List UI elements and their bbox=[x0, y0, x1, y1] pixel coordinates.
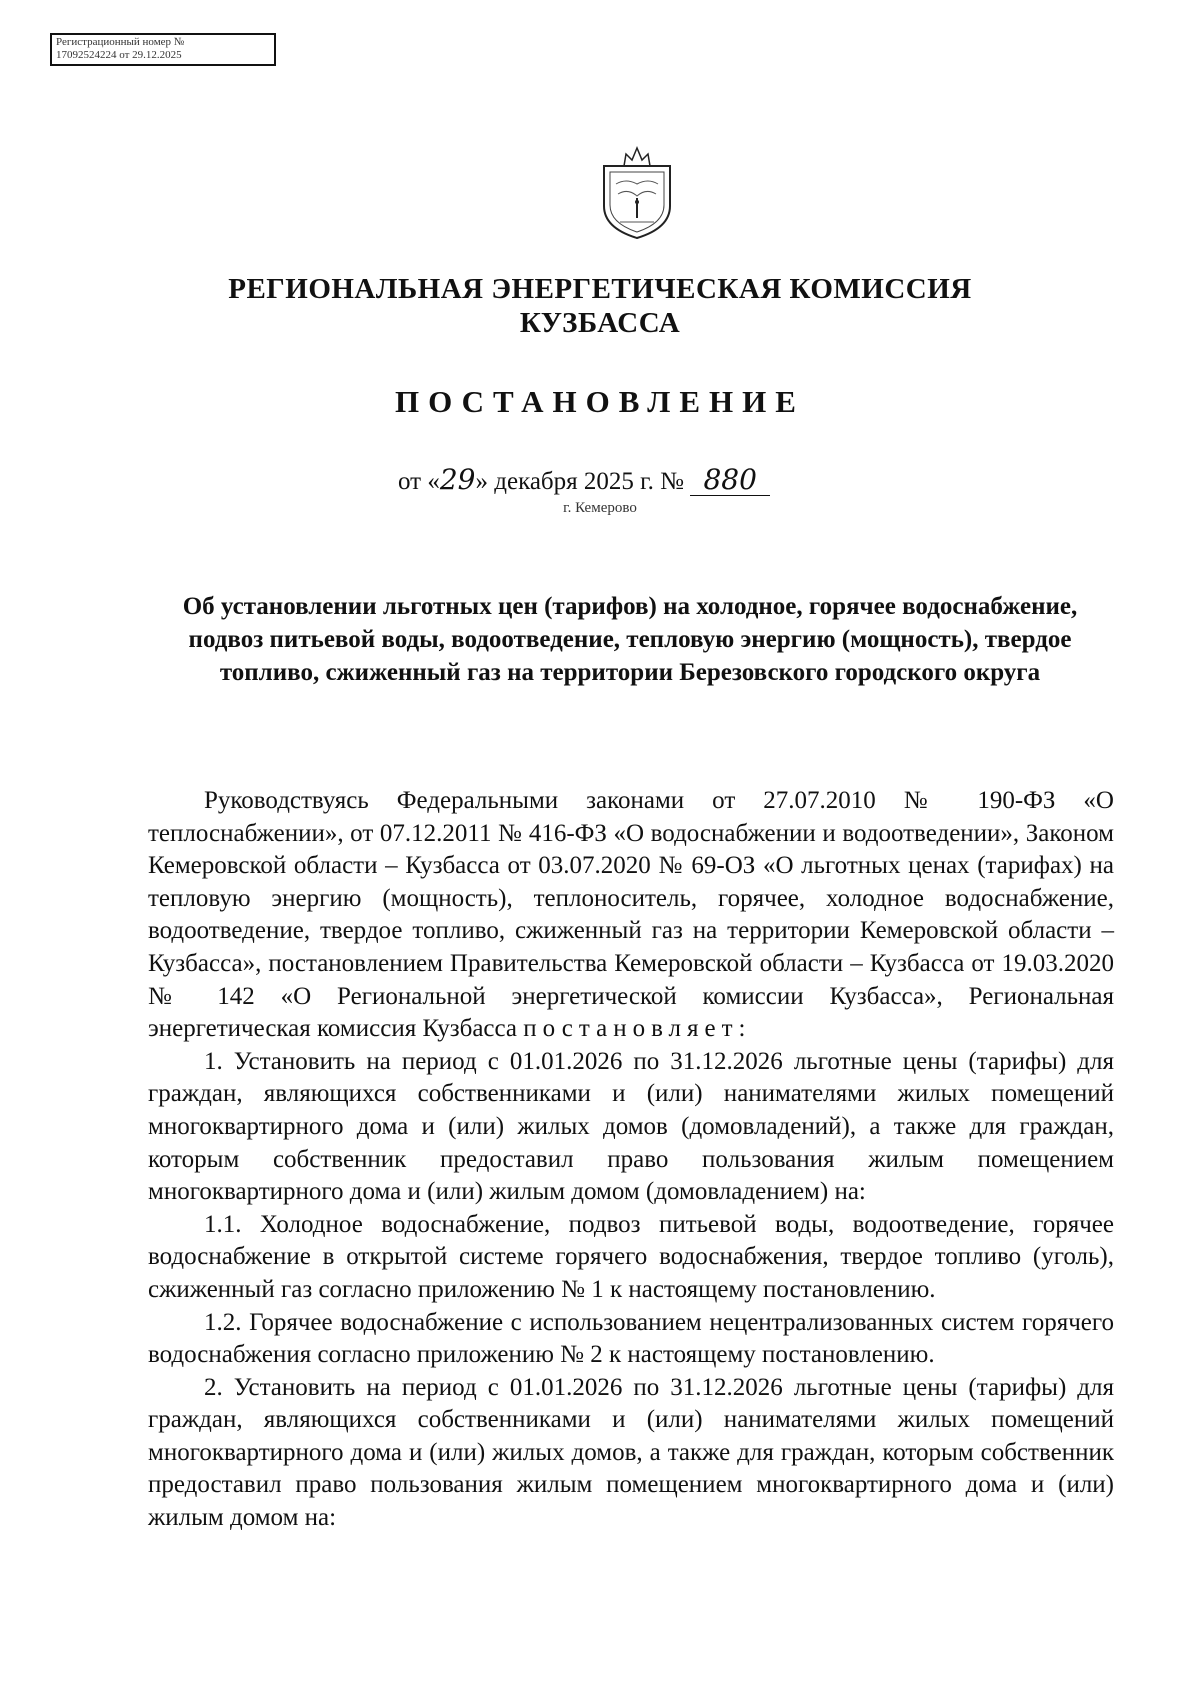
date-middle: » декабря 2025 г. № bbox=[475, 468, 684, 495]
decree-body bbox=[148, 785, 1114, 1535]
preamble-text: Руководствуясь Федеральными законами от 27.07.2010 № 190-ФЗ «О теплоснабжении», от 07.12.2011 № 416-ФЗ «О водоснабжении и водоотведении», Законом Кемеровской области – Кузбасса от 03.07.2020 № 69-ОЗ «О льготных ценах (тарифах) на тепловую энергию (мощность), теплоноситель, горячее, холодное водоснабжение, водоотведение, твердое топливо, сжиженный газ на территории Кемеровской области – Кузбасса», постановлением Правительства Кемеровской области – Кузбасса от 19.03.2020 № 142 «О Региональной энергетической комиссии Кузбасса», Региональная энергетическая комиссия Кузбасса bbox=[148, 787, 1114, 1043]
paragraph-1-1: 1.1. Холодное водоснабжение, подвоз питьевой воды, водоотведение, горячее водоснабжение в открытой системе горячего водоснабжения, твердое топливо (уголь), сжиженный газ согласно приложению № 1 к настоящему постановлению. bbox=[148, 1210, 1114, 1303]
paragraph-1-2: 1.2. Горячее водоснабжение с использованием нецентрализованных систем горячего водоснабжения согласно приложению № 2 к настоящему постановлению. bbox=[148, 1308, 1114, 1369]
preamble-paragraph bbox=[148, 785, 1114, 1046]
coat-of-arms-icon bbox=[596, 144, 678, 240]
document-type: ПОСТАНОВЛЕНИЕ bbox=[395, 384, 805, 419]
organization-name-line1: РЕГИОНАЛЬНАЯ ЭНЕРГЕТИЧЕСКАЯ КОМИССИЯ bbox=[228, 273, 972, 305]
decree-day: 29 bbox=[439, 463, 476, 496]
paragraph-1: 1. Установить на период с 01.01.2026 по 31.12.2026 льготные цены (тарифы) для граждан, являющихся собственниками и (или) нанимателями жилых помещений многоквартирного дома и (или) жилых домов (домовладений), а также для граждан, которым собственник предоставил право пользования жилым помещением многоквартирного дома и (или) жилым домом (домовладением) на: bbox=[148, 1047, 1114, 1206]
organization-name-line2: КУЗБАССА bbox=[519, 307, 681, 339]
registration-number-label: Регистрационный номер № bbox=[56, 36, 185, 48]
resolves-word: постановляет: bbox=[523, 1015, 752, 1043]
decree-subject: Об установлении льготных цен (тарифов) на холодное, горячее водоснабжение, подвоз питьевой воды, водоотведение, тепловую энергию (мощность), твердое топливо, сжиженный газ на территории Березовского городского округа bbox=[182, 593, 1078, 686]
registration-number-value: 17092524224 от 29.12.2025 bbox=[56, 49, 182, 61]
paragraph-2: 2. Установить на период с 01.01.2026 по 31.12.2026 льготные цены (тарифы) для граждан, являющихся собственниками и (или) нанимателями жилых помещений многоквартирного дома и (или) жилых домов, а также для граждан, которым собственник предоставил право пользования жилым помещением многоквартирного дома и (или) жилым домом на: bbox=[148, 1373, 1114, 1532]
date-prefix: от « bbox=[398, 468, 440, 495]
decree-number: 880 bbox=[690, 465, 770, 496]
registration-stamp bbox=[50, 33, 276, 66]
decree-city: г. Кемерово bbox=[563, 500, 637, 516]
organization-name bbox=[0, 272, 1200, 340]
decree-dateline bbox=[398, 465, 770, 497]
